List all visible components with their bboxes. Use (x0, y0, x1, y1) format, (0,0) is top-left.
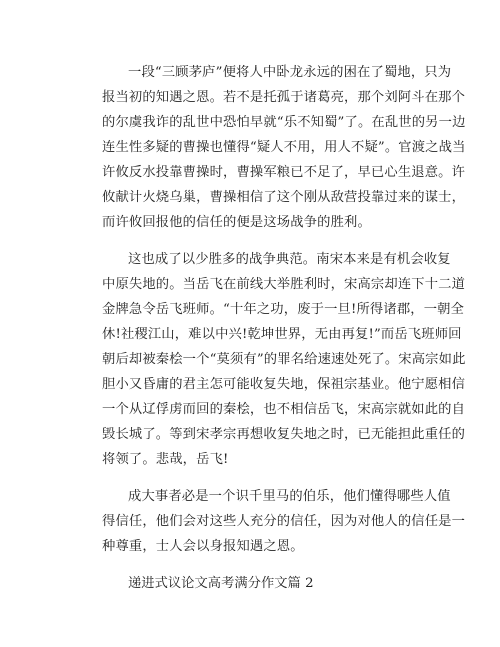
text-line: 胆小又昏庸的君主怎可能收复失地，保祖宗基业。他宁愿相信 (102, 377, 466, 392)
paragraph-gap (102, 235, 422, 247)
paragraph-3 (102, 484, 466, 559)
text-line: 的尔虞我诈的乱世中恐怕早就“乐不知蜀”了。在乱世的另一边 (102, 115, 466, 130)
text-line: 金牌急令岳飞班师。“十年之功，废于一旦!所得诸郡，一朝全 (102, 302, 465, 317)
text-line: 得信任，他们会对这些人充分的信任，因为对他人的信任是一 (102, 514, 466, 529)
text-line: 一个从辽俘虏而回的秦桧，也不相信岳飞，宋高宗就如此的自 (102, 402, 466, 417)
text-line: 将领了。悲哉，岳飞! (102, 452, 229, 467)
text-line: 而许攸回报他的信任的便是这场战争的胜利。 (102, 215, 371, 230)
paragraph-1 (102, 60, 466, 235)
text-line: 休!社稷江山，难以中兴!乾坤世界，无由再复!”而岳飞班师回 (102, 327, 462, 342)
text-line: 许攸反水投靠曹操时，曹操军粮已不足了，早已心生退意。许 (102, 165, 466, 180)
text-line: 种尊重，士人会以身报知遇之恩。 (102, 539, 304, 554)
paragraph-2 (102, 247, 466, 472)
paragraph-gap (102, 472, 422, 484)
paragraph-gap (102, 559, 422, 571)
text-line: 毁长城了。等到宋孝宗再想收复失地之时，已无能担此重任的 (102, 427, 466, 442)
essay-body (102, 60, 466, 596)
text-line: 攸献计火烧乌巢，曹操相信了这个刚从敌营投靠过来的谋士， (102, 190, 466, 205)
text-line: 朝后却被秦桧一个“莫须有”的罪名给速速处死了。宋高宗如此 (102, 352, 466, 367)
section-heading: 递进式议论文高考满分作文篇 2 (128, 576, 314, 591)
text-line: 一段“三顾茅庐”便将人中卧龙永远的困在了蜀地，只为 (128, 65, 452, 80)
text-line: 这也成了以少胜多的战争典范。南宋本来是有机会收复 (128, 252, 451, 267)
text-line: 成大事者必是一个识千里马的伯乐，他们懂得哪些人值 (128, 489, 451, 504)
text-line: 报当初的知遇之恩。若不是托孤于诸葛亮，那个刘阿斗在那个 (102, 90, 466, 105)
text-line: 中原失地的。当岳飞在前线大举胜利时，宋高宗却连下十二道 (102, 277, 466, 292)
text-line: 连生性多疑的曹操也懂得“疑人不用，用人不疑”。官渡之战当 (102, 140, 466, 155)
